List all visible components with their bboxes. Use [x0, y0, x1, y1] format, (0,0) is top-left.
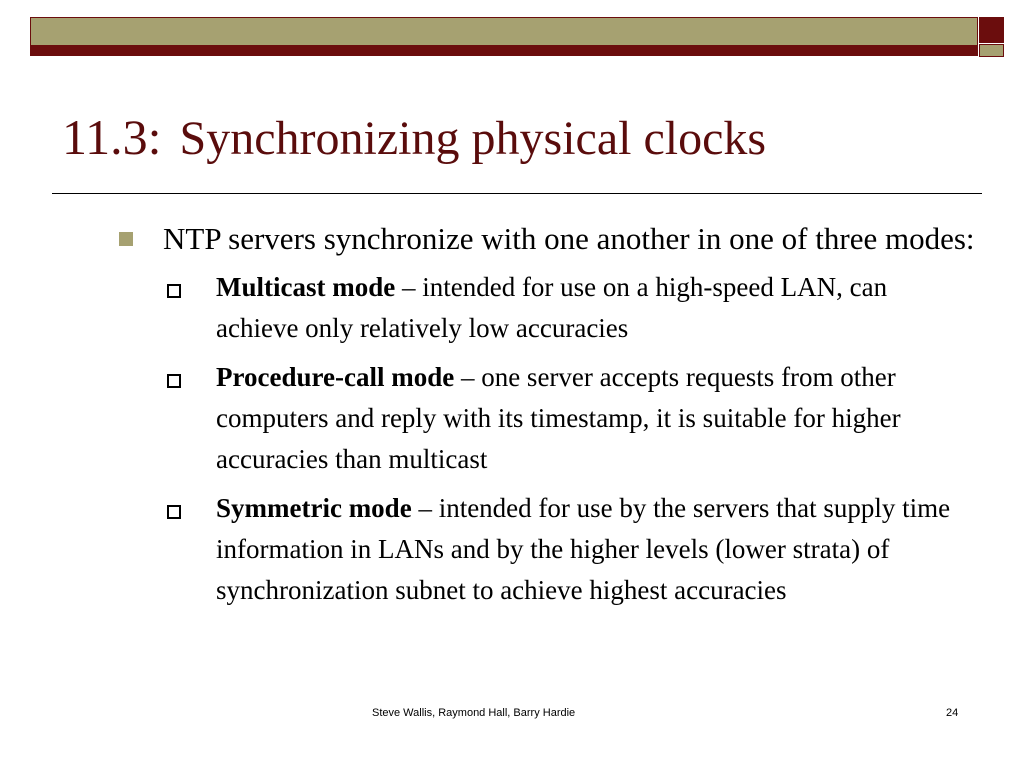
- hollow-square-bullet-icon: [167, 505, 181, 519]
- hollow-square-bullet-icon: [167, 374, 181, 388]
- sub-bullet-term: Multicast mode: [216, 272, 396, 302]
- header-olive-band: [31, 18, 977, 45]
- footer-author: Steve Wallis, Raymond Hall, Barry Hardie: [372, 707, 576, 719]
- sub-bullet-item-symmetric: [112, 488, 956, 611]
- slide-body: [112, 218, 992, 611]
- hollow-square-bullet-icon: [167, 284, 181, 298]
- header-decoration-bar: [30, 17, 978, 56]
- sub-bullet-desc: – intended for use on a high-speed LAN, can achieve only relatively low accuracies: [216, 272, 888, 343]
- header-maroon-band: [31, 45, 977, 56]
- sub-bullet-desc: – one server accepts requests from other computers and reply with its timestamp, it is suitable for higher accuracies than multicast: [216, 362, 901, 474]
- main-bullet-item: [112, 218, 992, 259]
- page-number: 24: [946, 707, 959, 719]
- title-underline: [52, 193, 982, 194]
- sub-bullet-desc: – intended for use by the servers that supply time information in LANs and by the higher levels (lower strata) of synchronization subnet to achieve highest accuracies: [216, 493, 951, 605]
- slide-title: [62, 109, 767, 165]
- slide-title-text: Synchronizing physical clocks: [179, 112, 767, 165]
- slide-title-number: 11.3:: [62, 109, 162, 165]
- square-bullet-icon: [119, 232, 133, 246]
- sub-bullet-term: Procedure-call mode: [216, 362, 455, 392]
- sub-bullet-item-procedure-call: [112, 357, 956, 480]
- sub-bullet-term: Symmetric mode: [216, 493, 412, 523]
- sub-bullet-item-multicast: [112, 267, 956, 349]
- header-corner-olive-square: [979, 44, 1004, 57]
- header-corner-maroon-square: [979, 17, 1004, 43]
- main-bullet-text: NTP servers synchronize with one another in one of three modes:: [163, 221, 975, 256]
